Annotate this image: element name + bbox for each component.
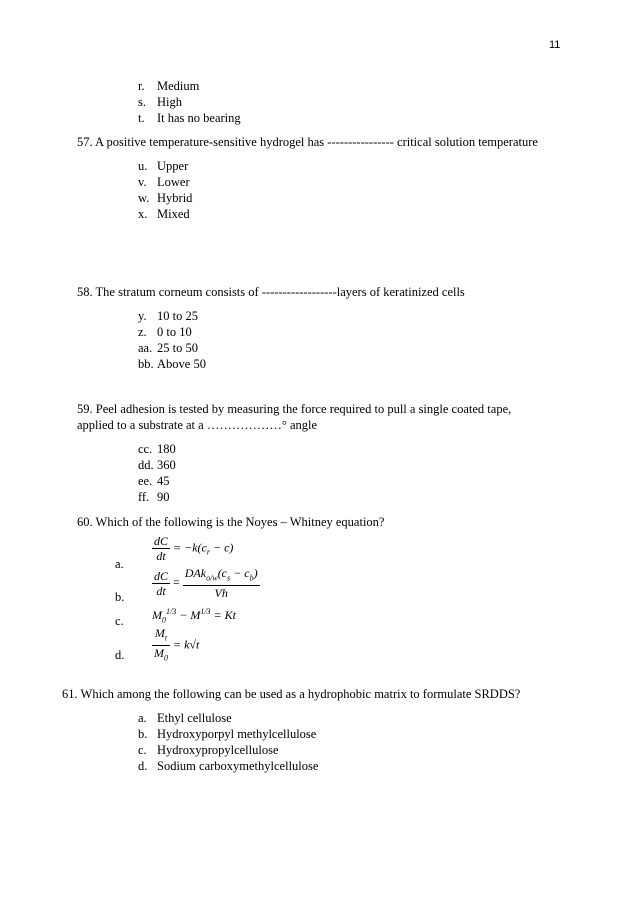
option-text: 90 — [157, 490, 170, 504]
list-item — [138, 490, 170, 505]
equation-label-a: a. — [115, 557, 124, 571]
list-item — [138, 325, 192, 340]
equation-label-b: b. — [115, 590, 125, 604]
list-item — [138, 711, 232, 726]
option-text: Upper — [157, 159, 189, 173]
option-text: 0 to 10 — [157, 325, 192, 339]
option-label: bb. — [138, 357, 154, 371]
list-item — [138, 95, 182, 110]
equation-label-c: c. — [115, 614, 124, 628]
option-text: 360 — [157, 458, 176, 472]
equation-c: $M_0^{1/3} - M^{1/3} = Kt$ — [152, 607, 236, 625]
list-item — [138, 159, 188, 174]
list-item — [138, 442, 176, 457]
question-60: 60. Which of the following is the Noyes – Whitney equation? — [77, 515, 385, 529]
list-item — [138, 79, 199, 94]
option-label: w. — [138, 191, 150, 205]
option-text: Hydroxyporpyl methylcellulose — [157, 727, 317, 741]
list-item — [138, 207, 190, 222]
list-item — [138, 341, 198, 356]
option-label: a. — [138, 711, 147, 725]
option-label: y. — [138, 309, 147, 323]
option-label: aa. — [138, 341, 153, 355]
equation-a: $\frac{dC}{dt}$ = $-k(c_r - c)$ — [154, 534, 234, 563]
list-item — [138, 743, 279, 758]
option-label: ee. — [138, 474, 153, 488]
list-item — [138, 458, 176, 473]
list-item — [138, 175, 190, 190]
option-label: t. — [138, 111, 145, 125]
option-text: Hybrid — [157, 191, 193, 205]
equation-label-d: d. — [115, 648, 125, 662]
question-57: 57. A positive temperature-sensitive hydrogel has ---------------- critical solution temperature — [77, 135, 538, 149]
list-item — [138, 474, 170, 489]
equation-d: $\frac{M_t}{M_0}$ = k√t — [154, 626, 200, 663]
question-58: 58. The stratum corneum consists of ------------------layers of keratinized cells — [77, 285, 465, 299]
page-number: 11 — [549, 39, 561, 51]
option-text: 25 to 50 — [157, 341, 198, 355]
option-text: Ethyl cellulose — [157, 711, 232, 725]
option-text: Hydroxypropylcellulose — [157, 743, 279, 757]
option-label: c. — [138, 743, 147, 757]
option-text: Sodium carboxymethylcellulose — [157, 759, 319, 773]
option-text: Mixed — [157, 207, 190, 221]
option-label: u. — [138, 159, 148, 173]
option-label: s. — [138, 95, 146, 109]
option-label: d. — [138, 759, 148, 773]
option-text: 45 — [157, 474, 170, 488]
list-item — [138, 727, 316, 742]
list-item — [138, 357, 206, 372]
list-item — [138, 309, 198, 324]
option-text: High — [157, 95, 182, 109]
option-label: z. — [138, 325, 147, 339]
option-label: r. — [138, 79, 145, 93]
option-text: 10 to 25 — [157, 309, 198, 323]
list-item — [138, 759, 318, 774]
option-label: ff. — [138, 490, 150, 504]
option-label: x. — [138, 207, 148, 221]
equation-b: $\frac{dC}{dt}$ = $\frac{DAk_{o/w}(c_s - c_b)}{Vh}$ — [154, 566, 258, 601]
option-text: Lower — [157, 175, 190, 189]
option-label: v. — [138, 175, 147, 189]
list-item — [138, 191, 192, 206]
option-label: dd. — [138, 458, 154, 472]
question-59-line-1: 59. Peel adhesion is tested by measuring the force required to pull a single coated tape, — [77, 402, 512, 416]
option-text: 180 — [157, 442, 176, 456]
option-text: It has no bearing — [157, 111, 241, 125]
option-label: cc. — [138, 442, 153, 456]
question-61: 61. Which among the following can be used as a hydrophobic matrix to formulate SRDDS? — [62, 687, 521, 701]
question-59-line-2: applied to a substrate at a ………………° angle — [77, 418, 318, 432]
option-text: Above 50 — [157, 357, 206, 371]
option-label: b. — [138, 727, 148, 741]
option-text: Medium — [157, 79, 200, 93]
list-item — [138, 111, 241, 126]
